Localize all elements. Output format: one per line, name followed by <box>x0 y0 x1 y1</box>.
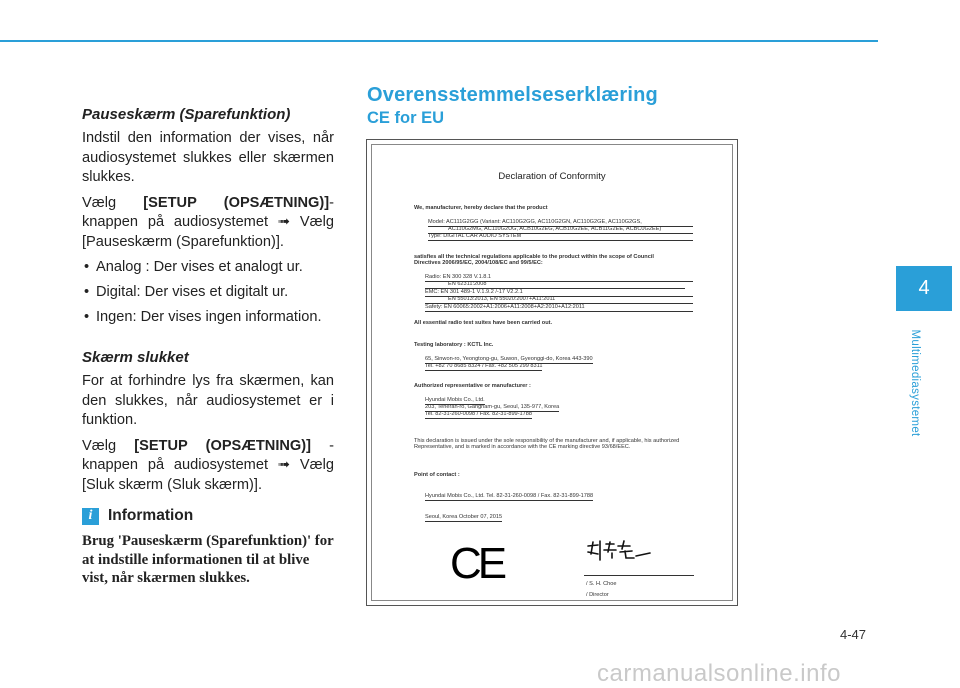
screen-off-instruction <box>82 437 334 496</box>
left-column <box>82 106 334 588</box>
instruction-text: -knappen på audiosystemet ➟ Vælg [Sluk skærm (Sluk skærm)]. <box>82 437 334 493</box>
radio-standard-1: Radio: EN 300 328 V.1.8.1 <box>425 274 693 282</box>
signer-name: / S. H. Choe <box>586 581 617 587</box>
setup-button-ref: [SETUP (OPSÆTNING)] <box>143 194 330 211</box>
page-number: 4-47 <box>840 627 867 642</box>
model-line-2: AC110G2MG, AC110G2UG, ACB10G2EG, ACB10G2EE, ACB11G2EE, ACBC0G2EE) <box>428 226 693 234</box>
section-title-screen-off: Skærm slukket <box>82 349 189 366</box>
satisfies-line-1: satisfies all the technical regulations applicable to the product within the scope of Council <box>414 254 654 260</box>
lab-address: 65, Sinwon-ro, Yeongtong-gu, Suwon, Gyeonggi-do, Korea 443-390 <box>425 356 593 362</box>
instruction-text: Vælg <box>82 194 144 211</box>
declaration-title: Declaration of Conformity <box>498 171 606 182</box>
contact-line: Hyundai Mobis Co., Ltd. Tel. 82-31-260-0098 / Fax. 82-31-899-1788 <box>425 493 594 499</box>
signature-image <box>584 536 654 566</box>
safety-standard: Safety: EN 60065:2002+A1:2006+A11:2008+A2:2010+A12:2011 <box>425 304 693 312</box>
responsibility-line-2: Representative, and is marked in accordance with the CE marking directive 93/68/EEC. <box>414 444 631 450</box>
emc-standard-2: EN 55013:2013, EN 55020:2007+A11:2011 <box>425 296 693 304</box>
page-subtitle: CE for EU <box>367 109 445 127</box>
testing-lab: Testing laboratory : KCTL Inc. <box>414 342 494 348</box>
information-header <box>82 507 334 525</box>
all-tests-statement: All essential radio test suites have been carried out. <box>414 320 553 326</box>
rep-phone: Tel. 82-31-260-0098 / Fax. 82-31-899-1788 <box>425 411 532 417</box>
product-type: Type: DIGITAL CAR AUDIO SYSTEM <box>428 233 693 241</box>
responsibility-line-1: This declaration is issued under the sole responsibility of the manufacturer and, if applicable, his authorized <box>414 438 680 444</box>
screensaver-intro: Indstil den information der vises, når audiosystemet slukkes eller skærmen slukkes. <box>82 130 334 185</box>
rep-address: 203, Teheran-ro, Gangnam-gu, Seoul, 135-977, Korea <box>425 404 560 410</box>
authorized-rep: Authorized representative or manufacturer : <box>414 383 531 389</box>
instruction-text: Vælg <box>82 437 135 454</box>
section-title-screensaver: Pauseskærm (Sparefunktion) <box>82 106 291 123</box>
chapter-name <box>905 318 925 448</box>
information-text: Brug 'Pauseskærm (Sparefunktion)' for at indstille informationen til at blive vist, når skærmen slukkes. <box>82 533 334 586</box>
top-rule <box>0 40 878 42</box>
screensaver-instruction <box>82 194 334 253</box>
chapter-name-text: Multimediasystemet <box>909 329 921 437</box>
list-item-text: Analog : Der vises et analogt ur. <box>96 259 303 275</box>
we-declare: We, manufacturer, hereby declare that the product <box>414 205 548 211</box>
document-inner-frame <box>371 144 733 601</box>
information-title: Information <box>108 507 194 524</box>
point-of-contact: Point of contact : <box>414 472 460 478</box>
ce-mark: CE <box>450 539 504 588</box>
satisfies-line-2: Directives 2006/95/EC, 2004/108/EC and 99/5/EC: <box>414 260 543 266</box>
chapter-tab: 4 <box>896 266 952 311</box>
emc-standard-1: EMC: EN 301 489-1 V.1.9.2 /-17 V2.2.1 <box>425 289 693 297</box>
list-item: • Ingen: Der vises ingen information. <box>84 309 322 325</box>
info-icon: i <box>82 508 99 525</box>
page-title: Overensstemmelseserklæring <box>367 84 658 106</box>
lab-phone: Tel. +82 70 8685 8324 / Fax. +82 505 299 8311 <box>425 363 543 369</box>
watermark: carmanualsonline.info <box>597 660 841 687</box>
rep-name: Hyundai Mobis Co., Ltd. <box>425 397 485 403</box>
declaration-document <box>366 139 738 606</box>
instruction-text: -knappen på audiosystemet ➟ Vælg [Pauseskærm (Sparefunktion)]. <box>82 194 335 250</box>
list-item: • Analog : Der vises et analogt ur. <box>84 259 303 275</box>
list-item: • Digital: Der vises et digitalt ur. <box>84 284 289 300</box>
list-item-text: Ingen: Der vises ingen information. <box>96 309 322 325</box>
signer-title: / Director <box>586 592 609 598</box>
screen-off-intro: For at forhindre lys fra skærmen, kan den slukkes, når audiosystemet er i funktion. <box>82 373 334 428</box>
list-item-text: Digital: Der vises et digitalt ur. <box>96 284 289 300</box>
setup-button-ref: [SETUP (OPSÆTNING)] <box>134 437 311 454</box>
radio-standard-2: EN 62311:2008 <box>425 281 685 289</box>
model-line-1: Model: AC111G2GG (Variant: AC110G2GG, AC110G2GN, AC110G2GE, AC110G2GS, <box>428 219 693 227</box>
signature-line <box>584 575 694 576</box>
place-and-date: Seoul, Korea October 07, 2015 <box>425 514 503 520</box>
